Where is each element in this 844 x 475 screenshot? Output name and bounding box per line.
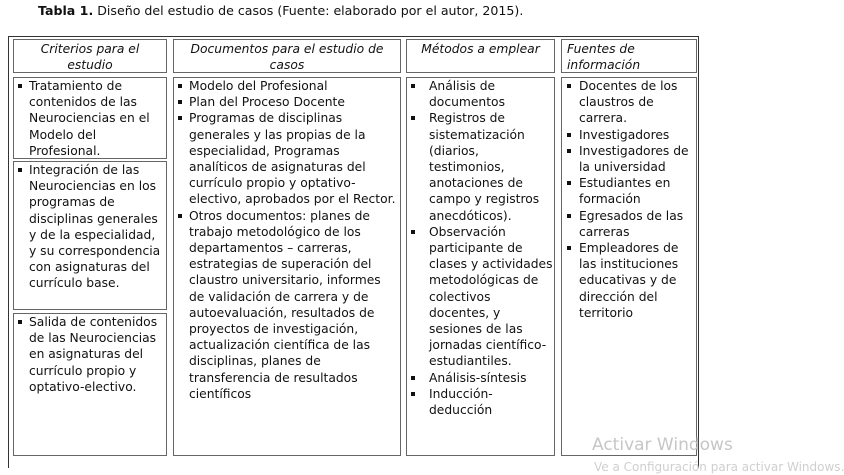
criterio-item: Salida de contenidos de las Neurociencias en asignaturas del currículo propio y optativo-electivo. <box>14 314 166 395</box>
documento-item: Modelo del Profesional <box>174 78 397 94</box>
metodo-item: Registros de sistematización (diarios, testimonios, anotaciones de campo y registros anecdóticos). <box>407 110 554 223</box>
metodo-item: Análisis de documentos <box>407 78 554 110</box>
criterio-cell-1 <box>13 77 167 159</box>
fuente-item: Docentes de los claustros de carrera. <box>562 78 696 127</box>
criterio-item: Integración de las Neurociencias en los programas de disciplinas generales y de la especialidad, y su correspondencia con asignaturas del currículo base. <box>14 162 166 292</box>
header-documentos-label: Documentos para el estudio de casos <box>190 42 384 73</box>
documento-item: Plan del Proceso Docente <box>174 94 397 110</box>
metodo-item: Inducción-deducción <box>407 386 554 418</box>
fuente-item: Investigadores de la universidad <box>562 143 696 175</box>
header-documentos <box>173 39 401 73</box>
header-metodos-label: Métodos a emplear <box>421 42 540 56</box>
metodo-item: Observación participante de clases y actividades metodológicas de colectivos docentes, y sesiones de las jornadas científico-estudiantiles. <box>407 224 554 370</box>
caption-text: Diseño del estudio de casos (Fuente: elaborado por el autor, 2015). <box>93 3 524 18</box>
criterio-cell-3 <box>13 313 167 456</box>
metodo-item: Análisis-síntesis <box>407 370 554 386</box>
fuente-item: Investigadores <box>562 127 696 143</box>
metodos-cell <box>406 77 555 456</box>
fuentes-cell <box>561 77 697 456</box>
criterio-item: Tratamiento de contenidos de las Neurociencias en el Modelo del Profesional. <box>14 78 166 159</box>
fuente-item: Empleadores de las instituciones educativas y de dirección del territorio <box>562 240 696 321</box>
header-criterios-label: Criterios para el estudio <box>40 42 140 73</box>
header-fuentes <box>561 39 697 73</box>
fuente-item: Egresados de las carreras <box>562 208 696 240</box>
header-fuentes-label: Fuentes de información <box>567 42 641 73</box>
documento-item: Otros documentos: planes de trabajo metodológico de los departamentos – carreras, estrategias de superación del claustro universitario, informes de validación de carrera y de autoevaluación, resultados de proyectos de investigación, actualización científica de las disciplinas, planes de transferencia de resultados científicos <box>174 208 397 402</box>
header-metodos <box>406 39 555 73</box>
caption-label: Tabla 1. <box>38 3 94 18</box>
activation-watermark: Activar Windows <box>592 435 733 455</box>
documento-item: Programas de disciplinas generales y las propias de la especialidad, Programas analíticos de asignaturas del currículo propio y optativo-electivo, aprobados por el Rector. <box>174 110 397 207</box>
activation-watermark-subtitle: Ve a Configuración para activar Windows. <box>594 460 844 474</box>
header-criterios <box>13 39 167 73</box>
documentos-cell <box>173 77 401 456</box>
fuente-item: Estudiantes en formación <box>562 175 696 207</box>
table-caption <box>38 3 523 19</box>
criterio-cell-2 <box>13 161 167 310</box>
